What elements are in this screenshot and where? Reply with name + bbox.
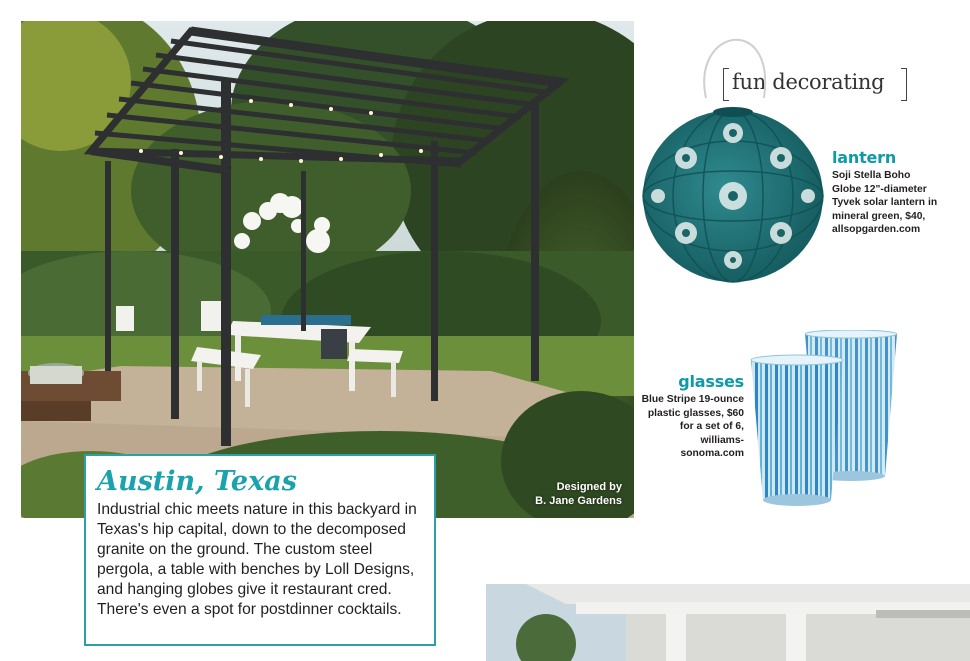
- next-photo-teaser: [486, 584, 970, 661]
- location-caption-box: [84, 454, 436, 646]
- lantern-title: lantern: [832, 148, 897, 167]
- glasses-product-image: [745, 330, 905, 513]
- section-heading-text: fun decorating: [732, 70, 885, 94]
- lantern-product-image: [636, 18, 830, 293]
- lantern-description: Soji Stella Boho Globe 12"-diameter Tyvek solar lantern in mineral green, $40, allsopgarden.com: [832, 170, 938, 235]
- striped-glasses-icon: [745, 330, 905, 508]
- glasses-product-info: [640, 374, 744, 461]
- right-bracket-decoration: [901, 68, 907, 101]
- lantern-product-info: [832, 150, 942, 237]
- porch-photo-illustration: [486, 584, 970, 661]
- location-title: Austin, Texas: [97, 466, 297, 497]
- location-description: Industrial chic meets nature in this backyard in Texas's hip capital, down to the decomposed granite on the ground. The custom steel pergola, a table with benches by Loll Designs, and hanging globes give it restaurant cred. There's even a spot for postdinner cocktails.: [97, 501, 417, 618]
- glasses-description: Blue Stripe 19-ounce plastic glasses, $60 for a set of 6, williams-sonoma.com: [641, 394, 744, 459]
- lantern-globe-icon: [636, 18, 830, 288]
- pergola-backyard-photo: [21, 21, 634, 518]
- glasses-title: glasses: [678, 372, 744, 391]
- photo-credit-line2: B. Jane Gardens: [535, 495, 622, 507]
- photo-credit: [502, 480, 622, 508]
- photo-illustration: [21, 21, 634, 518]
- photo-credit-line1: Designed by: [556, 481, 622, 493]
